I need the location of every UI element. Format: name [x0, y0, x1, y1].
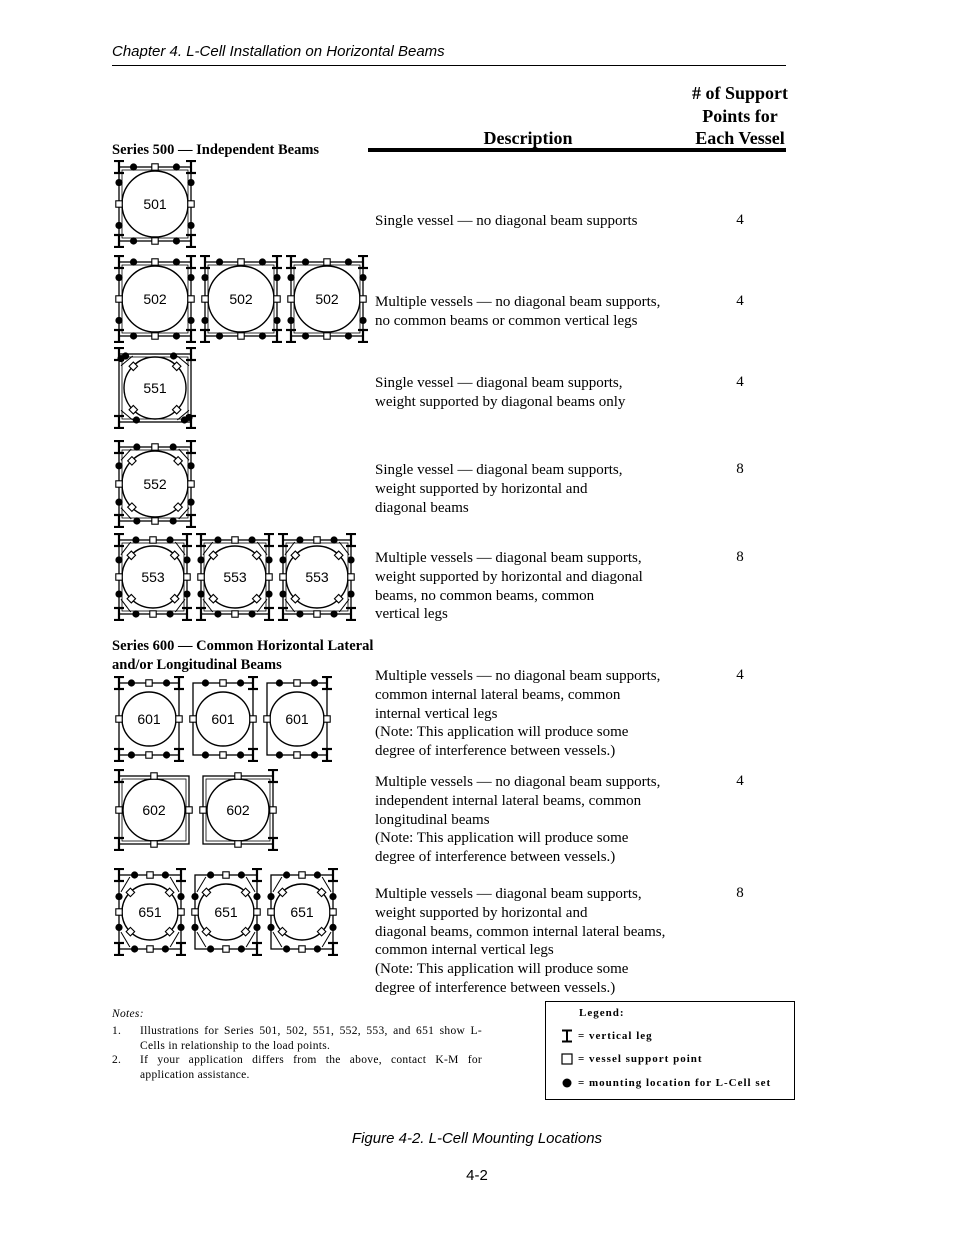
- mounting-location-icon: [166, 536, 173, 543]
- diagram-502: [112, 255, 372, 343]
- vessel-support-point-icon: [330, 909, 336, 915]
- mounting-location-icon: [259, 258, 266, 265]
- legend: [545, 1001, 795, 1100]
- vessel-label: 502: [143, 291, 167, 307]
- mounting-location-icon: [287, 274, 294, 281]
- column-heading-rule: [368, 148, 786, 152]
- row-description: [375, 212, 695, 231]
- mounting-location-icon: [187, 179, 194, 186]
- vessel-support-point-icon: [178, 909, 184, 915]
- mounting-location-icon: [187, 462, 194, 469]
- diagram-551: [112, 347, 200, 429]
- vessel-support-point-icon: [152, 444, 158, 450]
- mounting-location-icon: [311, 679, 318, 686]
- mounting-location-icon: [273, 274, 280, 281]
- support-point-count: 4: [736, 773, 744, 789]
- vessel-support-point-icon: [186, 807, 192, 813]
- mounting-location-icon: [173, 258, 180, 265]
- vessel-diagram: [112, 347, 200, 429]
- mounting-location-icon: [279, 590, 286, 597]
- vessel-label: 501: [143, 196, 167, 212]
- mounting-location-icon: [115, 179, 122, 186]
- mounting-location-icon: [173, 237, 180, 244]
- mounting-location-icon: [216, 258, 223, 265]
- description-line: common internal vertical legs: [375, 942, 554, 959]
- vessel-cell: [191, 869, 262, 955]
- vessel-support-point-icon: [188, 481, 194, 487]
- vessel-diagram: [112, 440, 200, 528]
- mounting-location-icon: [170, 352, 177, 359]
- legend-item: [556, 1077, 771, 1089]
- mounting-location-icon: [170, 443, 177, 450]
- support-points-heading-line: # of Support: [691, 83, 789, 103]
- vessel-support-point-icon: [238, 259, 244, 265]
- mounting-location-icon: [345, 258, 352, 265]
- vessel-cell: [114, 869, 186, 955]
- vessel-support-point-icon: [360, 296, 366, 302]
- mounting-location-icon: [183, 556, 190, 563]
- mounting-location-icon: [115, 893, 122, 900]
- mounting-location-icon: [329, 893, 336, 900]
- diagram-601: [112, 676, 336, 762]
- vessel-support-point-icon: [147, 946, 153, 952]
- mounting-location-icon: [248, 610, 255, 617]
- vessel-support-point-icon: [116, 574, 122, 580]
- diagram-552: [112, 440, 200, 528]
- mounting-location-icon: [214, 536, 221, 543]
- vessel-support-point-icon: [324, 333, 330, 339]
- note-number: 2.: [112, 1054, 122, 1066]
- vessel-support-point-icon: [116, 909, 122, 915]
- mounting-location-icon: [131, 871, 138, 878]
- vessel-label: 553: [223, 569, 247, 585]
- row-description: [375, 293, 695, 331]
- mounting-location-icon: [133, 443, 140, 450]
- mounting-location-icon: [187, 222, 194, 229]
- mounting-location-icon: [329, 924, 336, 931]
- vessel-support-point-icon: [150, 611, 156, 617]
- vessel-support-point-icon: [348, 574, 354, 580]
- support-point-count: 8: [736, 549, 744, 565]
- mounting-location-icon: [177, 924, 184, 931]
- vessel-cell: [114, 256, 196, 342]
- note-item: [112, 1053, 482, 1082]
- row-description: [375, 549, 695, 624]
- series-500-heading: Series 500 — Independent Beams: [112, 142, 320, 158]
- mounting-location-icon: [296, 610, 303, 617]
- vessel-diagram: [112, 769, 282, 851]
- mounting-location-icon: [130, 163, 137, 170]
- mounting-location-icon: [273, 317, 280, 324]
- vessel-support-point-icon: [235, 773, 241, 779]
- note-number: 1.: [112, 1025, 122, 1037]
- vessel-support-point-icon: [200, 807, 206, 813]
- description-line: Single vessel — diagonal beam supports,: [375, 375, 623, 391]
- vessel-support-point-icon: [176, 716, 182, 722]
- mounting-location-icon: [202, 679, 209, 686]
- mounting-location-icon: [177, 893, 184, 900]
- mounting-location-icon: [131, 945, 138, 952]
- vessel-support-point-icon: [324, 259, 330, 265]
- support-point-count: 8: [736, 461, 744, 477]
- mounting-location-icon: [115, 924, 122, 931]
- mounting-location-icon: [115, 274, 122, 281]
- mounting-location-icon: [276, 679, 283, 686]
- mounting-location-icon: [202, 751, 209, 758]
- vessel-label: 502: [315, 291, 339, 307]
- vessel-diagram: [112, 533, 360, 621]
- vessel-support-point-icon: [116, 807, 122, 813]
- support-point-count: 4: [736, 212, 744, 228]
- vessel-support-point-icon: [266, 574, 272, 580]
- note-text: Illustrations for Series 501, 502, 551, 552, 553, and 651 show L-Cells in relationship to the load points.: [140, 1025, 482, 1052]
- vessel-support-point-icon: [116, 481, 122, 487]
- mounting-location-icon: [132, 610, 139, 617]
- mounting-location-icon: [214, 610, 221, 617]
- vessel-cell: [196, 534, 274, 620]
- vessel-cell: [114, 677, 184, 761]
- mounting-location-icon: [115, 222, 122, 229]
- legend-item: [556, 1053, 703, 1065]
- vessel-support-point-icon: [188, 296, 194, 302]
- mounting-location-icon: [248, 536, 255, 543]
- vessel-support-point-icon: [116, 296, 122, 302]
- vessel-support-point-icon: [198, 574, 204, 580]
- description-line: weight supported by horizontal and: [375, 904, 588, 921]
- mounting-location-icon: [163, 751, 170, 758]
- vessel-support-point-icon: [152, 238, 158, 244]
- description-line: Multiple vessels — diagonal beam supports,: [375, 886, 642, 902]
- vessel-support-point-icon: [268, 909, 274, 915]
- mounting-location-icon: [115, 462, 122, 469]
- mounting-location-icon: [201, 274, 208, 281]
- description-line: Single vessel — diagonal beam supports,: [375, 462, 623, 478]
- notes-title: Notes:: [112, 1008, 144, 1020]
- vessel-support-point-icon: [151, 841, 157, 847]
- mounting-location-icon: [253, 924, 260, 931]
- vessel-label: 602: [142, 802, 166, 818]
- mounting-location-icon: [302, 332, 309, 339]
- description-line: independent internal lateral beams, common: [375, 792, 642, 809]
- description-line: common internal lateral beams, common: [375, 686, 621, 703]
- vessel-support-point-icon: [223, 946, 229, 952]
- vessel-support-point-icon: [184, 574, 190, 580]
- vessel-support-point-icon: [220, 752, 226, 758]
- vessel-support-point-icon: [223, 872, 229, 878]
- support-point-count: 4: [736, 293, 744, 309]
- vessel-label: 553: [305, 569, 329, 585]
- mounting-location-icon: [183, 590, 190, 597]
- vessel-support-point-icon: [150, 537, 156, 543]
- mounting-location-icon: [187, 317, 194, 324]
- mounting-location-icon: [259, 332, 266, 339]
- mounting-location-icon: [128, 679, 135, 686]
- vessel-support-point-icon: [556, 1053, 578, 1065]
- mounting-location-icon: [132, 536, 139, 543]
- vessel-support-point-icon: [314, 611, 320, 617]
- vessel-support-point-icon: [152, 518, 158, 524]
- mounting-location-icon: [187, 274, 194, 281]
- vessel-cell: [278, 534, 356, 620]
- mounting-location-icon: [187, 499, 194, 506]
- vessel-support-point-icon: [151, 773, 157, 779]
- diagram-651: [112, 868, 342, 956]
- description-line: longitudinal beams: [375, 811, 490, 828]
- support-point-count: 4: [736, 374, 744, 390]
- vessel-support-point-icon: [232, 537, 238, 543]
- mounting-location-icon: [130, 332, 137, 339]
- vessel-support-point-icon: [299, 872, 305, 878]
- mounting-location-icon: [201, 317, 208, 324]
- row-description: [375, 667, 695, 761]
- description-line: degree of interference between vessels.): [375, 979, 616, 996]
- vessel-support-point-icon: [152, 164, 158, 170]
- vessel-support-point-icon: [294, 752, 300, 758]
- row-description: [375, 885, 695, 998]
- vessel-label: 551: [143, 380, 167, 396]
- vessel-support-point-icon: [264, 716, 270, 722]
- mounting-location-icon: [311, 751, 318, 758]
- vessel-label: 601: [285, 711, 309, 727]
- vessel-support-point-icon: [152, 259, 158, 265]
- mounting-location-icon: [279, 556, 286, 563]
- vessel-support-point-icon: [146, 680, 152, 686]
- mounting-location-icon: [173, 163, 180, 170]
- description-line: (Note: This application will produce some: [375, 724, 629, 741]
- vessel-label: 552: [143, 476, 167, 492]
- mounting-location-icon: [133, 517, 140, 524]
- vessel-support-point-icon: [274, 296, 280, 302]
- description-line: vertical legs: [375, 606, 448, 623]
- vessel-diagram: [112, 160, 200, 248]
- description-line: diagonal beams, common internal lateral beams,: [375, 923, 666, 940]
- mounting-location-icon: [296, 536, 303, 543]
- mounting-location-icon: [191, 893, 198, 900]
- mounting-location-icon: [283, 871, 290, 878]
- vessel-label: 651: [290, 904, 314, 920]
- mounting-location-icon: [267, 893, 274, 900]
- diagram-602: [112, 769, 282, 851]
- vessel-cell: [114, 441, 196, 527]
- mounting-location-icon: [181, 416, 188, 423]
- description-line: (Note: This application will produce some: [375, 830, 629, 847]
- vessel-label: 502: [229, 291, 253, 307]
- note-text: If your application differs from the above, contact K-M for application assistance.: [140, 1054, 482, 1081]
- description-line: (Note: This application will produce some: [375, 961, 629, 978]
- vessel-support-point-icon: [192, 909, 198, 915]
- vessel-diagram: [112, 868, 342, 956]
- vessel-cell: [114, 770, 192, 850]
- series-600-heading: [112, 637, 373, 675]
- mounting-location-icon: [237, 751, 244, 758]
- description-column-heading: Description: [483, 128, 573, 148]
- mounting-location-icon: [330, 536, 337, 543]
- figure-caption: Figure 4-2. L-Cell Mounting Locations: [351, 1130, 603, 1147]
- vessel-cell: [264, 677, 332, 761]
- diagram-501: [112, 160, 200, 248]
- mounting-location-icon: [238, 945, 245, 952]
- description-line: degree of interference between vessels.): [375, 743, 616, 760]
- vessel-cell: [200, 770, 278, 850]
- mounting-location-icon: [347, 590, 354, 597]
- support-point-count: 4: [736, 667, 744, 683]
- mounting-location-icon: [314, 871, 321, 878]
- vessel-support-point-icon: [288, 296, 294, 302]
- support-point-count: 8: [736, 885, 744, 901]
- vessel-cell: [114, 534, 192, 620]
- description-line: weight supported by horizontal and: [375, 480, 588, 497]
- mounting-location-icon: [207, 871, 214, 878]
- mounting-location-icon: [216, 332, 223, 339]
- diagram-553: [112, 533, 360, 621]
- vessel-label: 651: [214, 904, 238, 920]
- vessel-cell: [114, 161, 196, 247]
- row-description: [375, 374, 695, 412]
- vessel-label: 602: [226, 802, 250, 818]
- mounting-location-icon: [191, 924, 198, 931]
- vessel-support-point-icon: [190, 716, 196, 722]
- mounting-location-icon: [253, 893, 260, 900]
- mounting-location-icon: [359, 317, 366, 324]
- vessel-cell: [286, 256, 368, 342]
- vessel-diagram: [112, 676, 336, 762]
- legend-item-text: = mounting location for L-Cell set: [578, 1077, 772, 1089]
- mounting-location-icon: [115, 499, 122, 506]
- mounting-location-icon: [314, 945, 321, 952]
- vessel-support-point-icon: [270, 807, 276, 813]
- vessel-cell: [200, 256, 282, 342]
- description-line: Single vessel — no diagonal beam supports: [375, 213, 638, 229]
- mounting-location-icon: [197, 590, 204, 597]
- mounting-location-icon: [117, 355, 124, 362]
- mounting-location-icon: [347, 556, 354, 563]
- vessel-support-point-icon: [294, 680, 300, 686]
- vessel-support-point-icon: [314, 537, 320, 543]
- vessel-support-point-icon: [202, 296, 208, 302]
- support-points-heading-line: Each Vessel: [695, 128, 785, 148]
- notes: [112, 1008, 482, 1082]
- vessel-support-point-icon: [232, 611, 238, 617]
- vessel-support-point-icon: [280, 574, 286, 580]
- legend-item: [556, 1029, 653, 1043]
- description-line: degree of interference between vessels.): [375, 849, 616, 866]
- mounting-location-icon: [166, 610, 173, 617]
- mounting-location-icon: [265, 556, 272, 563]
- description-line: no common beams or common vertical legs: [375, 312, 638, 329]
- mounting-location-icon: [207, 945, 214, 952]
- vessel-support-point-icon: [146, 752, 152, 758]
- note-item: [112, 1024, 482, 1053]
- support-points-column-heading: [680, 82, 800, 150]
- vessel-support-point-icon: [220, 680, 226, 686]
- mounting-location-icon: [283, 945, 290, 952]
- vessel-cell: [114, 348, 196, 428]
- mounting-location-icon: [163, 679, 170, 686]
- support-points-heading-line: Points for: [702, 105, 778, 126]
- vessel-support-point-icon: [238, 333, 244, 339]
- mounting-location-icon: [115, 556, 122, 563]
- vessel-diagram: [112, 255, 372, 343]
- mounting-location-icon: [330, 610, 337, 617]
- description-line: beams, no common beams, common: [375, 587, 595, 604]
- mounting-location-icon: [130, 258, 137, 265]
- vessel-label: 651: [138, 904, 162, 920]
- vessel-label: 601: [137, 711, 161, 727]
- header-rule: [112, 65, 786, 66]
- vessel-cell: [267, 869, 338, 955]
- mounting-location-icon: [287, 317, 294, 324]
- description-line: Multiple vessels — diagonal beam supports,: [375, 550, 642, 566]
- description-line: Multiple vessels — no diagonal beam supports,: [375, 774, 661, 790]
- description-line: Multiple vessels — no diagonal beam supports,: [375, 668, 661, 684]
- mounting-location-icon: [115, 317, 122, 324]
- vessel-support-point-icon: [254, 909, 260, 915]
- legend-item-text: = vertical leg: [578, 1030, 653, 1042]
- vessel-support-point-icon: [324, 716, 330, 722]
- vessel-label: 553: [141, 569, 165, 585]
- vessel-support-point-icon: [116, 201, 122, 207]
- vessel-cell: [190, 677, 258, 761]
- mounting-location-icon: [359, 274, 366, 281]
- series-600-heading-line: and/or Longitudinal Beams: [112, 657, 282, 673]
- mounting-location-icon: [267, 924, 274, 931]
- mounting-location-icon: [302, 258, 309, 265]
- mounting-location-icon: [265, 590, 272, 597]
- description-line: internal vertical legs: [375, 705, 498, 722]
- vessel-support-point-icon: [299, 946, 305, 952]
- vessel-support-point-icon: [235, 841, 241, 847]
- page-number: 4-2: [466, 1167, 488, 1184]
- legend-item-text: = vessel support point: [578, 1053, 703, 1065]
- mounting-location-icon: [276, 751, 283, 758]
- description-line: weight supported by diagonal beams only: [375, 393, 626, 410]
- mounting-location-icon: [133, 416, 140, 423]
- mounting-location-icon: [162, 871, 169, 878]
- vessel-support-point-icon: [116, 716, 122, 722]
- chapter-header: Chapter 4. L-Cell Installation on Horizontal Beams: [112, 43, 445, 60]
- series-600-heading-line: Series 600 — Common Horizontal Lateral: [112, 638, 374, 654]
- vessel-support-point-icon: [250, 716, 256, 722]
- description-line: weight supported by horizontal and diagonal: [375, 568, 643, 585]
- mounting-location-icon: [197, 556, 204, 563]
- mounting-location-icon: [173, 332, 180, 339]
- mounting-location-icon: [162, 945, 169, 952]
- mounting-location-icon: [130, 237, 137, 244]
- vessel-support-point-icon: [152, 333, 158, 339]
- mounting-location-icon: [238, 871, 245, 878]
- vessel-support-point-icon: [188, 201, 194, 207]
- description-line: Multiple vessels — no diagonal beam supports,: [375, 294, 661, 310]
- mounting-location-icon: [556, 1077, 578, 1089]
- row-description: [375, 773, 695, 867]
- mounting-location-icon: [115, 590, 122, 597]
- mounting-location-icon: [237, 679, 244, 686]
- description-line: diagonal beams: [375, 499, 469, 516]
- vessel-support-point-icon: [147, 872, 153, 878]
- vessel-label: 601: [211, 711, 235, 727]
- row-description: [375, 461, 695, 517]
- mounting-location-icon: [345, 332, 352, 339]
- legend-title: Legend:: [579, 1007, 625, 1019]
- mounting-location-icon: [128, 751, 135, 758]
- mounting-location-icon: [170, 517, 177, 524]
- vertical-leg-icon: [556, 1029, 578, 1043]
